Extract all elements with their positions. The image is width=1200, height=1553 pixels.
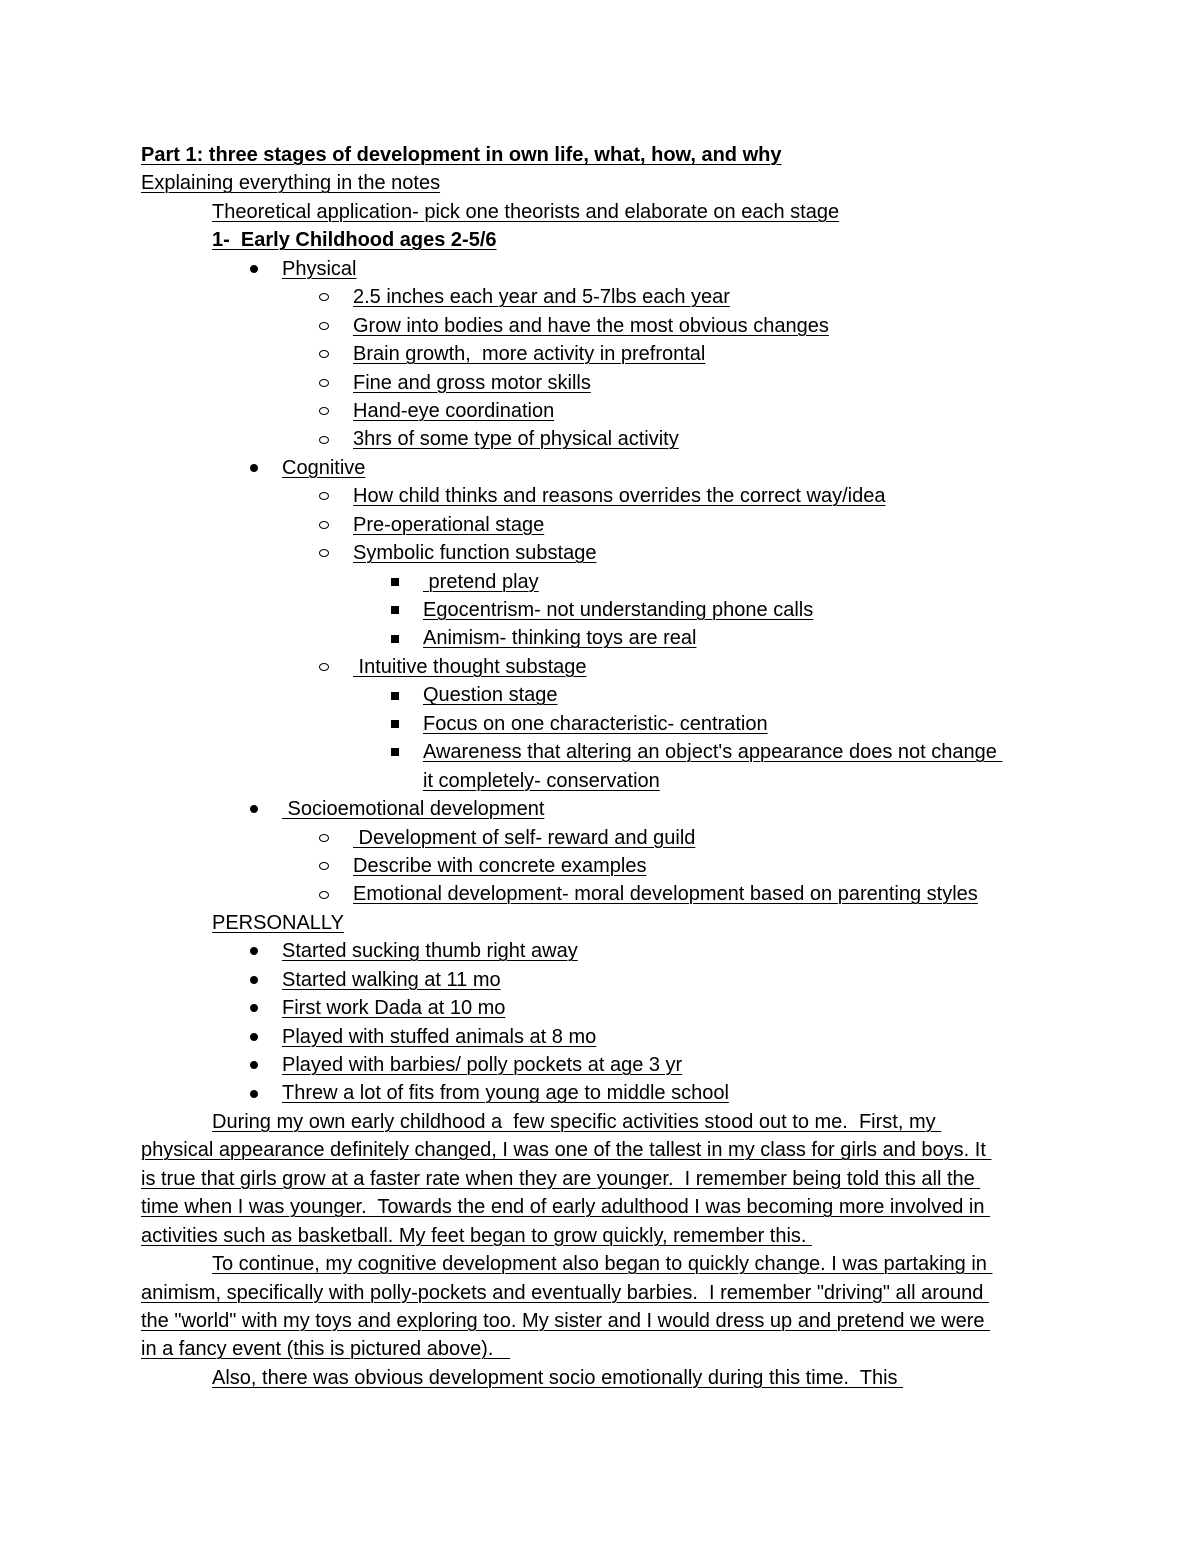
- disc-bullet-icon: [247, 795, 261, 823]
- physical-item-text: 2.5 inches each year and 5-7lbs each year: [353, 286, 730, 309]
- intuitive-continuation-text: it completely- conservation: [423, 769, 660, 792]
- document-body: [141, 141, 1066, 1392]
- personal-item-text: First work Dada at 10 mo: [282, 997, 506, 1020]
- circle-bullet-icon: [317, 340, 331, 368]
- socio-label: Socioemotional development: [282, 798, 545, 821]
- socio-item: [141, 880, 1066, 908]
- bullet-physical: [141, 255, 1066, 283]
- disc-bullet-icon: [247, 255, 261, 283]
- paragraph-line: physical appearance definitely changed, I was one of the tallest in my class for girls and boys. It: [141, 1139, 992, 1162]
- disc-bullet-icon: [247, 1023, 261, 1051]
- physical-item: [141, 425, 1066, 453]
- disc-bullet-icon: [247, 994, 261, 1022]
- paragraph-line: is true that girls grow at a faster rate when they are younger. I remember being told this all the: [141, 1167, 981, 1190]
- circle-bullet-icon: [317, 482, 331, 510]
- circle-bullet-icon: [317, 397, 331, 425]
- paragraph-line: [141, 1364, 1066, 1392]
- personal-item-text: Played with barbies/ polly pockets at age 3 yr: [282, 1054, 683, 1076]
- symbolic-item-text: pretend play: [423, 570, 539, 593]
- circle-bullet-icon: [317, 283, 331, 311]
- personal-item: [141, 1023, 1066, 1051]
- physical-item: [141, 397, 1066, 425]
- intuitive-item: [141, 710, 1066, 738]
- intuitive-item: [141, 681, 1066, 709]
- physical-item-text: Hand-eye coordination: [353, 399, 555, 422]
- personal-item: [141, 994, 1066, 1022]
- bullet-socioemotional: [141, 795, 1066, 823]
- paragraph-text: To continue, my cognitive development also began to quickly change. I was partaking in: [212, 1253, 993, 1276]
- personal-item: [141, 966, 1066, 994]
- intuitive-substage: [141, 653, 1066, 681]
- part-heading: Part 1: three stages of development in own life, what, how, and why: [141, 144, 782, 166]
- personal-item-text: Threw a lot of fits from young age to middle school: [282, 1082, 729, 1105]
- circle-bullet-icon: [317, 653, 331, 681]
- physical-item-text: Fine and gross motor skills: [353, 371, 591, 394]
- cognitive-item: [141, 511, 1066, 539]
- socio-item-text: Describe with concrete examples: [353, 854, 647, 877]
- personal-item-text: Started walking at 11 mo: [282, 968, 501, 991]
- physical-item: [141, 283, 1066, 311]
- paragraph-text: Also, there was obvious development socio emotionally during this time. This: [212, 1366, 904, 1389]
- theory-text: Theoretical application- pick one theorists and elaborate on each stage: [212, 200, 840, 223]
- circle-bullet-icon: [317, 312, 331, 340]
- socio-item: [141, 852, 1066, 880]
- circle-bullet-icon: [317, 369, 331, 397]
- paragraph-line: [141, 1108, 1066, 1136]
- personal-item-text: Started sucking thumb right away: [282, 940, 578, 963]
- physical-item: [141, 340, 1066, 368]
- paragraph-text: During my own early childhood a few specific activities stood out to me. First, my: [212, 1110, 942, 1133]
- stage-title-text: 1- Early Childhood ages 2-5/6: [212, 229, 497, 252]
- paragraph-line: [141, 1250, 1066, 1278]
- socio-item: [141, 824, 1066, 852]
- cognitive-item-text: How child thinks and reasons overrides the correct way/idea: [353, 485, 886, 508]
- symbolic-item-text: Animism- thinking toys are real: [423, 627, 697, 650]
- symbolic-substage: [141, 539, 1066, 567]
- intuitive-label: Intuitive thought substage: [353, 655, 587, 678]
- paragraph-line: the "world" with my toys and exploring too. My sister and I would dress up and pretend we were: [141, 1309, 991, 1332]
- circle-bullet-icon: [317, 425, 331, 453]
- symbolic-item: [141, 568, 1066, 596]
- intuitive-item-text: Awareness that altering an object's appearance does not change: [423, 741, 1003, 764]
- personal-item-text: Played with stuffed animals at 8 mo: [282, 1025, 597, 1048]
- square-bullet-icon: [388, 738, 402, 766]
- bullet-cognitive: [141, 454, 1066, 482]
- personal-item: [141, 937, 1066, 965]
- circle-bullet-icon: [317, 852, 331, 880]
- cognitive-item-text: Pre-operational stage: [353, 513, 545, 536]
- circle-bullet-icon: [317, 880, 331, 908]
- circle-bullet-icon: [317, 824, 331, 852]
- square-bullet-icon: [388, 624, 402, 652]
- intuitive-item-text: Focus on one characteristic- centration: [423, 712, 768, 735]
- socio-item-text: Development of self- reward and guild: [353, 826, 696, 849]
- personal-item: [141, 1079, 1066, 1107]
- symbolic-label: Symbolic function substage: [353, 542, 597, 565]
- intuitive-item: [141, 738, 1066, 766]
- square-bullet-icon: [388, 681, 402, 709]
- stage-title: [141, 226, 1066, 254]
- symbolic-item: [141, 624, 1066, 652]
- paragraph-line: activities such as basketball. My feet began to grow quickly, remember this.: [141, 1224, 813, 1247]
- cognitive-label: Cognitive: [282, 456, 366, 479]
- cognitive-item: [141, 482, 1066, 510]
- paragraph-line: animism, specifically with polly-pockets and eventually barbies. I remember "driving" all around: [141, 1281, 989, 1304]
- socio-item-text: Emotional development- moral development based on parenting styles: [353, 883, 978, 906]
- physical-item: [141, 312, 1066, 340]
- symbolic-item-text: Egocentrism- not understanding phone calls: [423, 599, 814, 621]
- personally-label: PERSONALLY: [212, 911, 344, 934]
- disc-bullet-icon: [247, 1079, 261, 1107]
- physical-item-text: Grow into bodies and have the most obvious changes: [353, 314, 829, 337]
- theory-line: [141, 198, 1066, 226]
- square-bullet-icon: [388, 568, 402, 596]
- paragraph-line: time when I was younger. Towards the end of early adulthood I was becoming more involved in: [141, 1196, 990, 1219]
- disc-bullet-icon: [247, 1051, 261, 1079]
- physical-item: [141, 369, 1066, 397]
- symbolic-item: [141, 596, 1066, 624]
- physical-label: Physical: [282, 257, 357, 280]
- physical-item-text: Brain growth, more activity in prefrontal: [353, 343, 706, 366]
- circle-bullet-icon: [317, 539, 331, 567]
- intuitive-item-continuation: [141, 767, 1066, 795]
- disc-bullet-icon: [247, 454, 261, 482]
- intuitive-item-text: Question stage: [423, 684, 558, 707]
- physical-item-text: 3hrs of some type of physical activity: [353, 428, 679, 451]
- personally-heading: [141, 909, 1066, 937]
- personal-item: [141, 1051, 1066, 1079]
- disc-bullet-icon: [247, 937, 261, 965]
- intro-line: Explaining everything in the notes: [141, 172, 441, 195]
- circle-bullet-icon: [317, 511, 331, 539]
- disc-bullet-icon: [247, 966, 261, 994]
- square-bullet-icon: [388, 710, 402, 738]
- paragraph-line: in a fancy event (this is pictured above).: [141, 1338, 511, 1361]
- square-bullet-icon: [388, 596, 402, 624]
